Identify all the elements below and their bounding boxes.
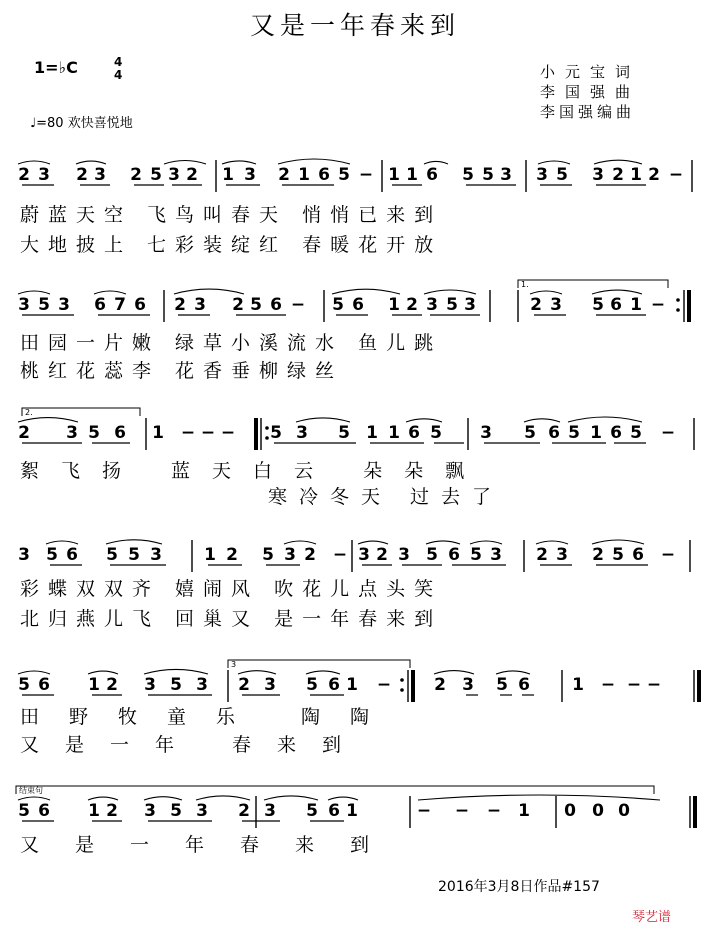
slur-arc	[594, 160, 642, 164]
repeat-dot	[265, 436, 269, 440]
note-digit: 5	[524, 423, 536, 443]
slur-arc	[434, 671, 474, 674]
slur-arc	[284, 541, 316, 544]
slur-arc	[94, 291, 126, 294]
lyric-line-5a: 田野牧童乐 陶陶	[20, 706, 400, 728]
note-digit: 1	[388, 165, 400, 185]
notation-line-2	[0, 280, 710, 330]
song-title: 又是一年春来到	[249, 11, 460, 40]
note-digit: 2	[612, 165, 624, 185]
lyric-line-4a: 彩蝶双双齐 嬉闹风 吹花儿点头笑	[20, 578, 443, 600]
credit-arranger: 李国强编曲	[540, 103, 636, 121]
note-digit: 6	[352, 295, 364, 315]
slur-arc	[18, 797, 50, 800]
note-digit: 5	[426, 545, 438, 565]
note-digit: 1	[630, 295, 642, 315]
note-digit: 2	[232, 295, 244, 315]
note-digit: 5	[470, 545, 482, 565]
note-digit: −	[332, 545, 348, 565]
slur-arc	[332, 289, 400, 294]
note-digit: 0	[564, 801, 576, 821]
note-digit: 3	[490, 545, 502, 565]
note-digit: 3	[480, 423, 492, 443]
note-digit: 5	[18, 675, 30, 695]
slur-arc	[222, 161, 256, 164]
note-digit: 6	[610, 423, 622, 443]
slur-arc	[238, 671, 276, 674]
note-digit: 1	[222, 165, 234, 185]
time-numerator: 4	[114, 55, 123, 69]
note-digit: 6	[114, 423, 126, 443]
slur-arc	[568, 417, 642, 422]
slur-arc	[88, 671, 118, 674]
note-digit: 2	[226, 545, 238, 565]
note-digit: 5	[630, 423, 642, 443]
note-digit: −	[626, 675, 642, 695]
tempo-marking: ♩=80 欢快喜悦地	[30, 116, 133, 131]
slur-arc	[530, 291, 562, 294]
note-digit: 3	[150, 545, 162, 565]
note-digit: 1	[630, 165, 642, 185]
slur-arc	[426, 541, 460, 544]
repeat-dot	[676, 298, 680, 302]
notation-line-1	[0, 150, 710, 200]
note-digit: 2	[376, 545, 388, 565]
note-digit: 2	[592, 545, 604, 565]
slur-arc	[418, 795, 660, 800]
note-digit: 5	[150, 165, 162, 185]
note-digit: 0	[592, 801, 604, 821]
note-digit: 3	[168, 165, 180, 185]
credit-lyricist: 小元宝词	[540, 63, 641, 81]
note-digit: 2	[278, 165, 290, 185]
note-digit: 5	[38, 295, 50, 315]
note-digit: 3	[464, 295, 476, 315]
note-digit: 3	[94, 165, 106, 185]
note-digit: 3	[296, 423, 308, 443]
note-digit: 2	[238, 801, 250, 821]
slur-arc	[18, 161, 50, 164]
note-digit: 6	[328, 675, 340, 695]
slur-arc	[536, 541, 568, 544]
note-digit: 3	[556, 545, 568, 565]
slur-arc	[18, 418, 78, 422]
slur-arc	[358, 541, 388, 544]
note-digit: 5	[170, 801, 182, 821]
note-digit: −	[358, 165, 374, 185]
note-digit: 6	[408, 423, 420, 443]
note-digit: −	[416, 801, 432, 821]
note-digit: 5	[332, 295, 344, 315]
note-digit: 6	[318, 165, 330, 185]
note-digit: 1	[204, 545, 216, 565]
slur-arc	[592, 290, 642, 294]
slur-arc	[144, 797, 182, 800]
slur-arc	[424, 290, 476, 294]
note-digit: −	[454, 801, 470, 821]
lyric-line-1b: 大地披上 七彩装绽红 春暖花开放	[20, 234, 443, 256]
note-digit: 1	[346, 801, 358, 821]
note-digit: 5	[128, 545, 140, 565]
slur-arc	[496, 671, 530, 674]
note-digit: 5	[462, 165, 474, 185]
note-digit: 1	[518, 801, 530, 821]
note-digit: 6	[134, 295, 146, 315]
note-digit: 3	[264, 675, 276, 695]
note-digit: 1	[388, 423, 400, 443]
note-digit: 3	[18, 545, 30, 565]
time-signature	[114, 56, 122, 82]
lyric-line-2a: 田园一片嫩 绿草小溪流水 鱼儿跳	[20, 332, 443, 354]
note-digit: 3	[38, 165, 50, 185]
note-digit: 5	[430, 423, 442, 443]
note-digit: 3	[196, 801, 208, 821]
slur-arc	[196, 796, 250, 800]
note-digit: 5	[250, 295, 262, 315]
note-digit: 7	[114, 295, 126, 315]
note-digit: −	[486, 801, 502, 821]
note-digit: 3	[264, 801, 276, 821]
note-digit: 2	[186, 165, 198, 185]
slur-arc	[144, 669, 208, 674]
lyric-line-6a: 又是一年春来到	[20, 834, 406, 856]
volta-label: 3	[231, 660, 237, 669]
slur-arc	[164, 161, 206, 165]
note-digit: −	[668, 165, 684, 185]
note-digit: 1	[88, 675, 100, 695]
note-digit: 3	[66, 423, 78, 443]
note-digit: 6	[548, 423, 560, 443]
note-digit: 2	[106, 801, 118, 821]
lyric-line-2b: 桃红花蕊李 花香垂柳绿丝	[20, 360, 344, 382]
note-digit: 6	[66, 545, 78, 565]
slur-arc	[88, 797, 118, 800]
note-digit: −	[646, 675, 662, 695]
slur-arc	[306, 671, 340, 674]
note-digit: −	[220, 423, 236, 443]
slur-arc	[328, 797, 358, 800]
repeat-dot	[265, 426, 269, 430]
note-digit: 5	[338, 165, 350, 185]
note-digit: 2	[106, 675, 118, 695]
note-digit: −	[200, 423, 216, 443]
note-digit: 6	[270, 295, 282, 315]
note-digit: 2	[238, 675, 250, 695]
note-digit: 6	[328, 801, 340, 821]
note-digit: 1	[298, 165, 310, 185]
note-digit: 3	[426, 295, 438, 315]
note-digit: 2	[434, 675, 446, 695]
note-digit: 5	[106, 545, 118, 565]
slur-arc	[406, 419, 442, 422]
note-digit: 2	[648, 165, 660, 185]
note-digit: 5	[592, 295, 604, 315]
note-digit: 3	[58, 295, 70, 315]
repeat-dot	[400, 678, 404, 682]
note-digit: 2	[174, 295, 186, 315]
note-digit: −	[650, 295, 666, 315]
note-digit: 6	[448, 545, 460, 565]
note-digit: 2	[18, 423, 30, 443]
note-digit: 5	[88, 423, 100, 443]
note-digit: −	[600, 675, 616, 695]
slur-arc	[46, 541, 78, 544]
note-digit: 3	[500, 165, 512, 185]
lyric-line-5b: 又是一年 春来到	[20, 734, 368, 756]
note-digit: 2	[130, 165, 142, 185]
credit-composer: 李国强曲	[540, 83, 641, 101]
time-denominator: 4	[114, 68, 123, 82]
note-digit: 3	[358, 545, 370, 565]
note-digit: 5	[46, 545, 58, 565]
note-digit: 1	[590, 423, 602, 443]
footer-date: 2016年3月8日作品#157	[438, 879, 600, 895]
slur-arc	[538, 161, 570, 164]
note-digit: 3	[550, 295, 562, 315]
note-digit: 5	[496, 675, 508, 695]
note-digit: 6	[518, 675, 530, 695]
volta-bracket	[228, 660, 410, 668]
lyric-line-3b: 寒冷冬天 过去了	[268, 486, 504, 508]
note-digit: 6	[94, 295, 106, 315]
note-digit: 2	[76, 165, 88, 185]
note-digit: 3	[196, 675, 208, 695]
note-digit: 0	[618, 801, 630, 821]
note-digit: 2	[18, 165, 30, 185]
note-digit: 5	[306, 801, 318, 821]
note-digit: 2	[536, 545, 548, 565]
note-digit: 5	[482, 165, 494, 185]
note-digit: 1	[572, 675, 584, 695]
slur-arc	[592, 540, 644, 544]
note-digit: 6	[632, 545, 644, 565]
note-digit: 3	[462, 675, 474, 695]
note-digit: 3	[144, 801, 156, 821]
note-digit: 1	[406, 165, 418, 185]
note-digit: −	[290, 295, 306, 315]
note-digit: 5	[612, 545, 624, 565]
volta-label: 1.	[521, 280, 529, 289]
slur-arc	[76, 161, 106, 164]
slur-arc	[264, 796, 318, 800]
slur-arc	[424, 161, 448, 164]
note-digit: 3	[536, 165, 548, 185]
note-digit: 6	[38, 675, 50, 695]
note-digit: 1	[152, 423, 164, 443]
notation-line-4	[0, 530, 710, 580]
slur-arc	[278, 159, 350, 164]
slur-arc	[174, 289, 244, 294]
lyric-line-3a: 絮飞扬 蓝天白云 朵朵飘	[20, 460, 487, 482]
note-digit: 5	[568, 423, 580, 443]
note-digit: 6	[426, 165, 438, 185]
slur-arc	[470, 541, 502, 544]
volta-bracket	[22, 408, 140, 416]
note-digit: −	[660, 423, 676, 443]
note-digit: 3	[284, 545, 296, 565]
credits	[540, 62, 640, 122]
note-digit: 6	[610, 295, 622, 315]
volta-label: 2.	[25, 408, 33, 417]
note-digit: 5	[446, 295, 458, 315]
note-digit: 5	[306, 675, 318, 695]
note-digit: −	[660, 545, 676, 565]
slur-arc	[18, 291, 50, 294]
note-digit: 2	[530, 295, 542, 315]
note-digit: 3	[244, 165, 256, 185]
slur-arc	[18, 671, 50, 674]
note-digit: −	[180, 423, 196, 443]
note-digit: 3	[18, 295, 30, 315]
note-digit: 2	[304, 545, 316, 565]
volta-label: 结束句	[19, 786, 43, 795]
note-digit: 1	[88, 801, 100, 821]
note-digit: 5	[170, 675, 182, 695]
slur-arc	[106, 540, 162, 544]
note-digit: 2	[406, 295, 418, 315]
notation-line-6	[0, 786, 710, 836]
key-signature: 1=♭C	[34, 58, 78, 77]
note-digit: 1	[346, 675, 358, 695]
repeat-dot	[400, 688, 404, 692]
note-digit: 5	[556, 165, 568, 185]
note-digit: 5	[18, 801, 30, 821]
note-digit: 5	[262, 545, 274, 565]
note-digit: −	[376, 675, 392, 695]
note-digit: 3	[194, 295, 206, 315]
repeat-dot	[676, 308, 680, 312]
slur-arc	[524, 419, 560, 422]
note-digit: 5	[270, 423, 282, 443]
note-digit: 6	[38, 801, 50, 821]
note-digit: 5	[338, 423, 350, 443]
volta-bracket	[518, 280, 668, 288]
lyric-line-4b: 北归燕儿飞 回巢又 是一年春来到	[20, 608, 443, 630]
note-digit: 3	[144, 675, 156, 695]
note-digit: 3	[592, 165, 604, 185]
volta-bracket	[16, 786, 654, 794]
note-digit: 3	[398, 545, 410, 565]
lyric-line-1a: 蔚蓝天空 飞鸟叫春天 悄悄已来到	[20, 204, 443, 226]
slur-arc	[296, 418, 350, 422]
site-logo: 琴艺谱	[632, 910, 672, 925]
note-digit: 1	[366, 423, 378, 443]
note-digit: 1	[388, 295, 400, 315]
notation-line-3	[0, 408, 710, 458]
